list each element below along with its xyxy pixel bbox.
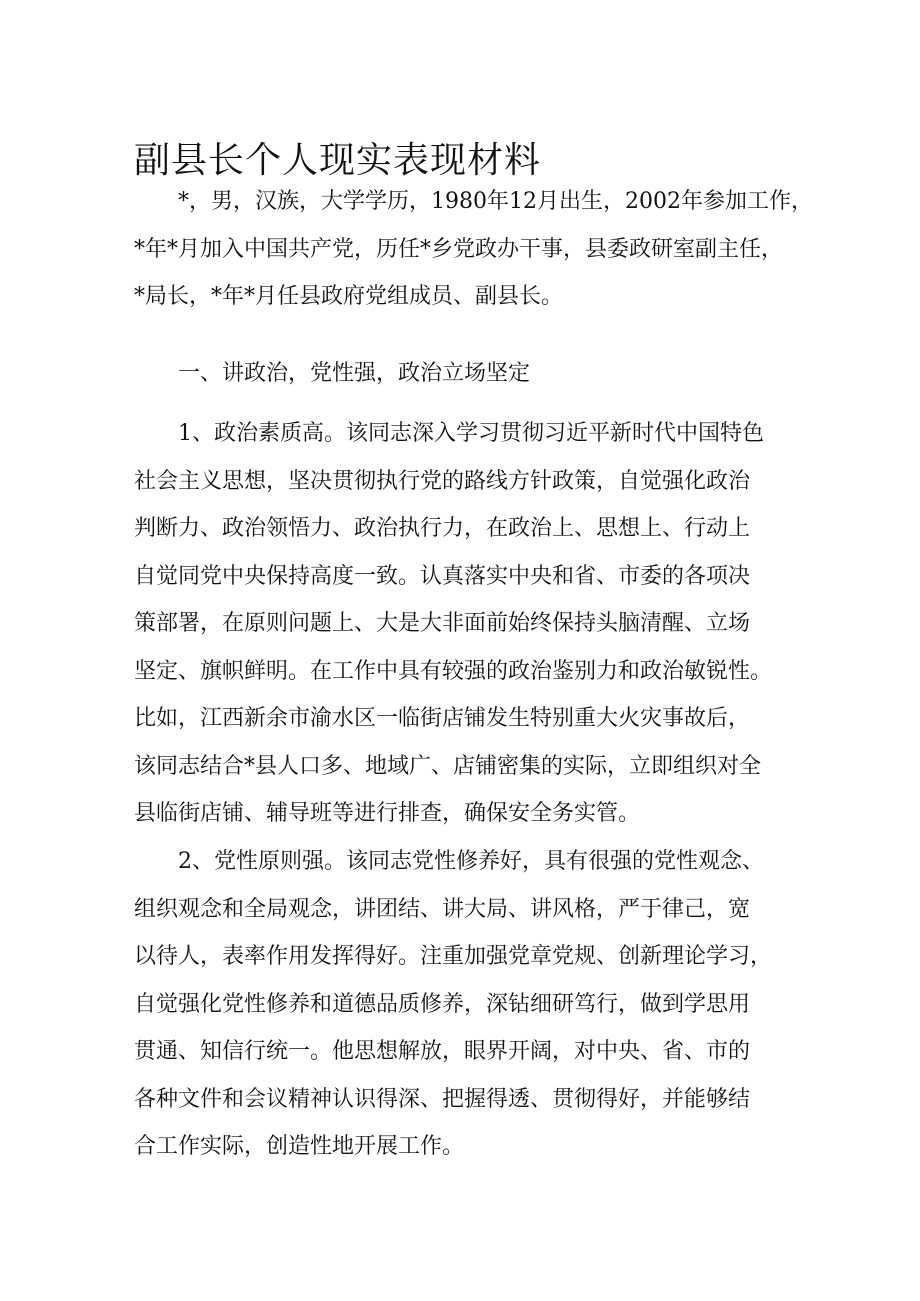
document-title: 副县长个人现实表现材料 <box>134 140 542 181</box>
heading-line: 一、讲政治，党性强，政治立场坚定 <box>178 361 531 386</box>
intro-paragraph <box>134 178 813 321</box>
body-line: 以待人，表率作用发挥得好。注重加强党章党规、创新理论学习， <box>134 944 773 969</box>
body-line: 县临街店铺、辅导班等进行排查，确保安全务实管。 <box>134 801 641 826</box>
body-line: 判断力、政治领悟力、政治执行力，在政治上、思想上、行动上 <box>134 516 751 541</box>
body-line: 该同志结合*县人口多、地域广、店铺密集的实际，立即组织对全 <box>134 753 762 779</box>
body-line: 比如，江西新余市渝水区一临街店铺发生特别重大火灾事故后， <box>134 706 751 731</box>
body-line: 坚定、旗帜鲜明。在工作中具有较强的政治鉴别力和政治敏锐性。 <box>134 658 773 684</box>
section-2-paragraph <box>134 838 798 1171</box>
body-line: 策部署，在原则问题上、大是大非面前始终保持头脑清醒、立场 <box>134 611 751 636</box>
body-line: 社会主义思想，坚决贯彻执行党的路线方针政策，自觉强化政治 <box>134 468 751 494</box>
intro-line: *年*月加入中国共产党，历任*乡党政办干事，县委政研室副主任， <box>134 236 784 262</box>
intro-line: *，男，汉族，大学学历，1980年12月出生，2002年参加工作， <box>178 189 813 214</box>
body-line: 组织观念和全局观念，讲团结、讲大局、讲风格，严于律己，宽 <box>134 896 751 922</box>
body-line: 合工作实际，创造性地开展工作。 <box>134 1134 465 1159</box>
body-line: 自觉强化党性修养和道德品质修养，深钻细研笃行，做到学思用 <box>134 991 751 1017</box>
body-line: 1、政治素质高。该同志深入学习贯彻习近平新时代中国特色 <box>178 421 764 446</box>
section-heading-1 <box>134 350 798 398</box>
body-line: 2、党性原则强。该同志党性修养好，具有很强的党性观念、 <box>178 849 764 874</box>
body-line: 自觉同党中央保持高度一致。认真落实中央和省、市委的各项决 <box>134 563 751 589</box>
body-line: 贯通、知信行统一。他思想解放，眼界开阔，对中央、省、市的 <box>134 1039 751 1064</box>
intro-line: *局长，*年*月任县政府党组成员、副县长。 <box>134 284 564 309</box>
section-1-paragraph <box>134 410 798 838</box>
body-line: 各种文件和会议精神认识得深、把握得透、贯彻得好，并能够结 <box>134 1086 751 1112</box>
